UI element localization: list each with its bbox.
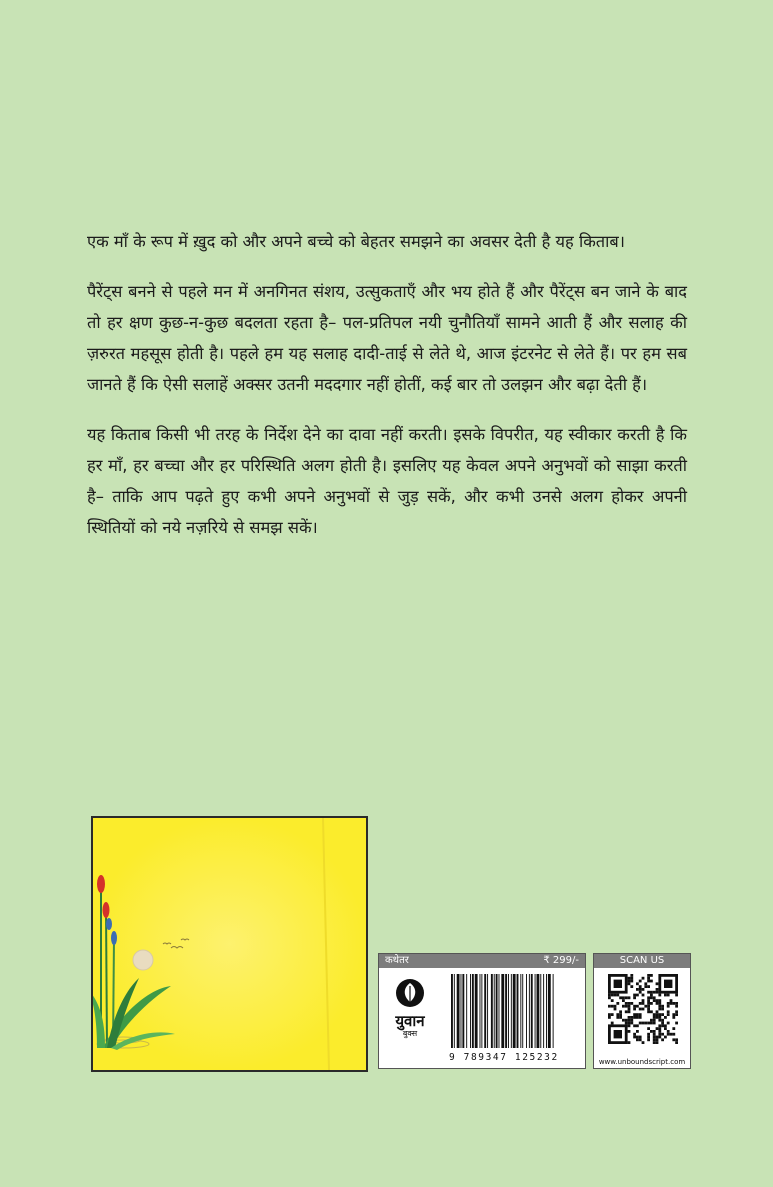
price-label: ₹ 299/- bbox=[543, 955, 579, 966]
category-label: कथेतर bbox=[385, 955, 409, 966]
barcode-panel bbox=[378, 953, 586, 1069]
blurb-text bbox=[87, 226, 687, 562]
publisher-logo bbox=[387, 978, 433, 1038]
barcode-header bbox=[379, 954, 585, 968]
isbn-number: 9 789347 125232 bbox=[449, 1052, 559, 1063]
leaf-icon bbox=[395, 978, 425, 1008]
blurb-paragraph-1: एक माँ के रूप में ख़ुद को और अपने बच्चे को बेहतर समझने का अवसर देती है यह किताब। bbox=[87, 232, 625, 251]
barcode-image bbox=[449, 974, 581, 1054]
blurb-paragraph-2: पैरेंट्स बनने से पहले मन में अनगिनत संशय, उत्सुकताएँ और भय होते हैं और पैरेंट्स बन जाने के बाद तो हर क्षण कुछ-न-कुछ बदलता रहता है– पल-प्रतिपल नयी चुनौतियाँ सामने आती हैं और सलाह की ज़रुरत महसूस होती है। पहले हम यह सलाह दादी-ताई से लेते थे, आज इंटरनेट से लेते हैं। पर हम सब जानते हैं कि ऐसी सलाहें अक्सर उतनी मददगार नहीं होतीं, कई बार तो उलझन और बढ़ा देती हैं। bbox=[87, 282, 687, 394]
qr-panel bbox=[593, 953, 691, 1069]
publisher-sub: बुक्स bbox=[402, 1029, 418, 1038]
qr-code[interactable] bbox=[608, 974, 678, 1048]
qr-label: SCAN US bbox=[594, 954, 690, 968]
website-url[interactable]: www.unboundscript.com bbox=[598, 1058, 686, 1066]
blurb-paragraph-3: यह किताब किसी भी तरह के निर्देश देने का दावा नहीं करती। इसके विपरीत, यह स्वीकार करती है कि हर माँ, हर बच्चा और हर परिस्थिति अलग होती है। इसलिए यह केवल अपने अनुभवों को साझा करती है– ताकि आप पढ़ते हुए कभी अपने अनुभवों से जुड़ सकें, और कभी उनसे अलग होकर अपनी स्थितियों को नये नज़रिये से समझ सकें। bbox=[87, 425, 687, 537]
publisher-name: युवान bbox=[395, 1012, 425, 1030]
cover-illustration bbox=[91, 816, 368, 1072]
